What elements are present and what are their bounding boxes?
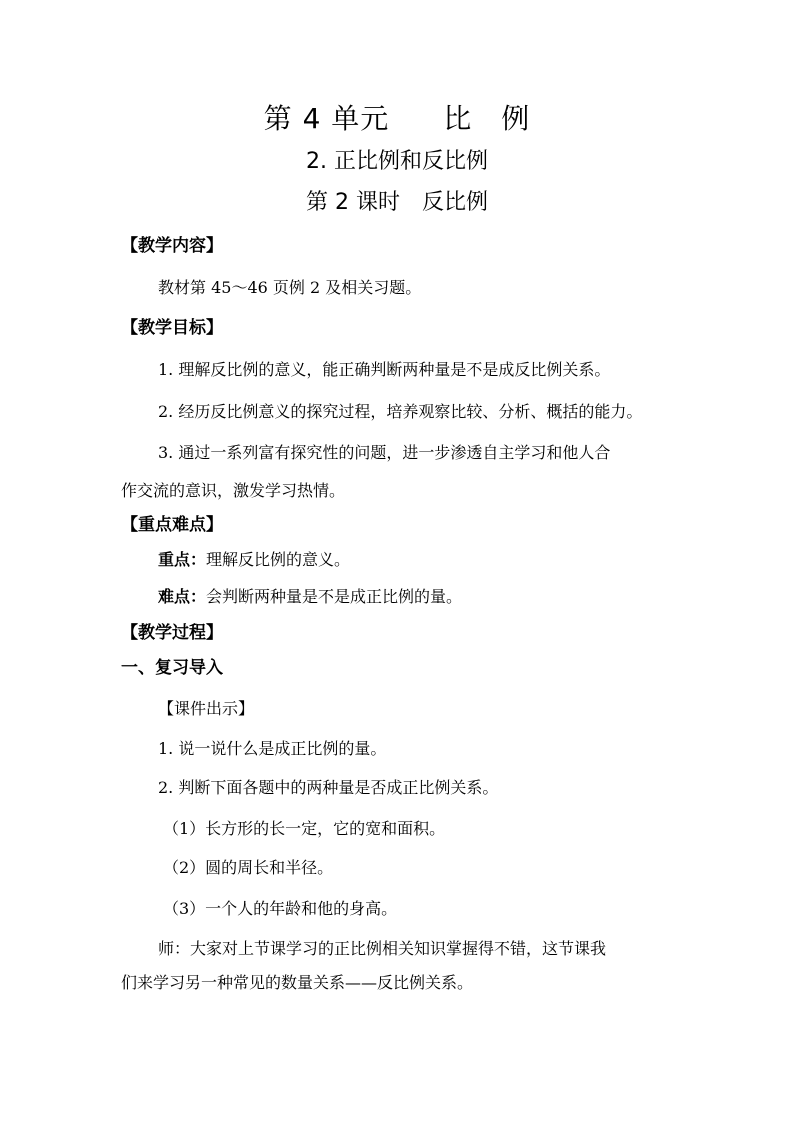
lesson-title: 第 2 课时 反比例 [306, 190, 488, 215]
goal-item: 1. 理解反比例的意义，能正确判断两种量是不是成反比例关系。 [158, 360, 611, 379]
review-subitem: （2）圆的周长和半径。 [163, 858, 334, 877]
content-text: 教材第 45～46 页例 2 及相关习题。 [158, 278, 422, 297]
goal-item: 3. 通过一系列富有探究性的问题，进一步渗透自主学习和他人合 [158, 443, 611, 462]
goals-heading: 【教学目标】 [121, 318, 223, 338]
unit-label: 第 4 单元 [263, 102, 390, 135]
key-text: 理解反比例的意义。 [206, 550, 351, 569]
goal-item-continued: 作交流的意识，激发学习热情。 [121, 481, 346, 500]
content-heading: 【教学内容】 [121, 236, 223, 256]
key-label: 重点： [158, 550, 207, 569]
unit-title [0, 102, 794, 135]
difficulty-point [158, 589, 794, 605]
review-item: 1. 说一说什么是成正比例的量。 [158, 739, 387, 758]
review-subitem: （1）长方形的长一定，它的宽和面积。 [163, 819, 446, 838]
keypoints-heading: 【重点难点】 [121, 515, 223, 535]
difficulty-label: 难点： [158, 587, 207, 606]
review-subitem: （3）一个人的年龄和他的身高。 [163, 899, 398, 918]
section-title: 2. 正比例和反比例 [306, 149, 488, 174]
key-point [158, 552, 794, 568]
review-heading: 一、复习导入 [121, 658, 223, 678]
goal-item: 2. 经历反比例意义的探究过程，培养观察比较、分析、概括的能力。 [158, 402, 643, 421]
process-heading: 【教学过程】 [121, 623, 223, 643]
teacher-line-continued: 们来学习另一种常见的数量关系——反比例关系。 [121, 973, 474, 992]
difficulty-text: 会判断两种量是不是成正比例的量。 [206, 587, 463, 606]
courseware-label: 【课件出示】 [158, 699, 255, 718]
review-item: 2. 判断下面各题中的两种量是否成正比例关系。 [158, 778, 499, 797]
unit-name: 比 例 [443, 102, 531, 135]
teacher-line: 师：大家对上节课学习的正比例相关知识掌握得不错，这节课我 [158, 939, 607, 958]
